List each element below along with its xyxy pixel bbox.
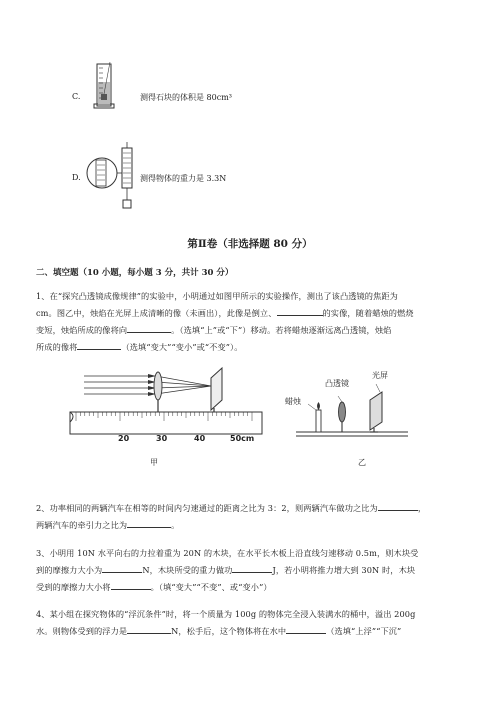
- spring-scale-figure: [84, 140, 144, 212]
- lens-label: 凸透镜: [325, 379, 349, 388]
- q3-blank-2[interactable]: [232, 563, 272, 573]
- q3-line-3: 受到的摩擦力大小将 。（填“变大”“不变”、或“变小”）: [36, 582, 272, 592]
- q1-blank-3[interactable]: [127, 323, 171, 333]
- question-3: [36, 545, 466, 596]
- figure-jia: [66, 366, 266, 444]
- q3-blank-3[interactable]: [111, 580, 151, 590]
- q2-line-1: 2、功率相同的两辆汽车在相等的时间内匀速通过的距离之比为 3：2，则两辆汽车做功之比为 ，: [36, 503, 427, 513]
- figure-yi: [290, 366, 420, 440]
- figure-jia-caption: 甲: [150, 458, 158, 467]
- option-d-letter: D.: [72, 173, 81, 182]
- ruler-tick-50cm: 50cm: [230, 434, 255, 443]
- question-1: [36, 288, 466, 356]
- q2-blank-2[interactable]: [127, 518, 171, 528]
- q4-line-1: 4、某小组在探究物体的“浮沉条件”时，将一个质量为 100g 的物体完全浸入装满水的桶中，溢出 200g: [36, 609, 416, 619]
- ruler-tick-20: 20: [118, 434, 130, 443]
- q1-blank-4[interactable]: [77, 340, 121, 350]
- subsection-title: 二、填空题（10 小题，每小题 3 分，共计 30 分）: [36, 268, 234, 278]
- q1-line-2: cm。图乙中，烛焰在光屏上成清晰的像（未画出），此像是倒立、 的实像，随着蜡烛的燃烧: [36, 308, 414, 318]
- screen-label: 光屏: [372, 371, 388, 380]
- option-c-text: 测得石块的体积是 80cm³: [140, 93, 232, 102]
- candle-label: 蜡烛: [285, 397, 301, 406]
- figure-yi-caption: 乙: [358, 458, 366, 467]
- q4-line-2: 水。则物体受到的浮力是 N，松手后，这个物体将在水中 （选填“上浮”“下沉”: [36, 626, 402, 636]
- q4-blank-2[interactable]: [286, 624, 326, 634]
- section-title: 第Ⅱ卷（非选择题 80 分）: [187, 238, 313, 250]
- q1-line-1: 1、在“探究凸透镜成像规律”的实验中，小明通过如图甲所示的实验操作，测出了该凸透镜的焦距为: [36, 291, 398, 301]
- question-4: [36, 606, 466, 640]
- q1-line-3: 变短，烛焰所成的像将向 。（选填“上”或“下”）移动。若将蜡烛逐渐远离凸透镜，烛焰: [36, 325, 392, 335]
- q4-blank-1[interactable]: [127, 624, 171, 634]
- q1-blank-2[interactable]: [277, 306, 323, 316]
- ruler-tick-40: 40: [194, 434, 206, 443]
- option-c-letter: C.: [72, 92, 81, 101]
- question-2: [36, 500, 466, 534]
- q1-line-4: 所成的像将 （选填“变大”“变小”或“不变”）。: [36, 342, 243, 352]
- measuring-cylinder-figure: [86, 60, 126, 110]
- q3-line-2: 到的摩擦力大小为 N，木块所受的重力做功 J，若小明将推力增大到 30N 时，木块: [36, 565, 416, 575]
- q3-blank-1[interactable]: [102, 563, 142, 573]
- q2-blank-1[interactable]: [378, 501, 418, 511]
- q3-line-1: 3、小明用 10N 水平向右的力拉着重为 20N 的木块，在水平长木板上沿直线匀速移动 0.5m，则木块受: [36, 548, 419, 558]
- q2-line-2: 两辆汽车的牵引力之比为 。: [36, 520, 180, 530]
- ruler-tick-30: 30: [156, 434, 168, 443]
- option-d-text: 测得物体的重力是 3.3N: [140, 174, 227, 183]
